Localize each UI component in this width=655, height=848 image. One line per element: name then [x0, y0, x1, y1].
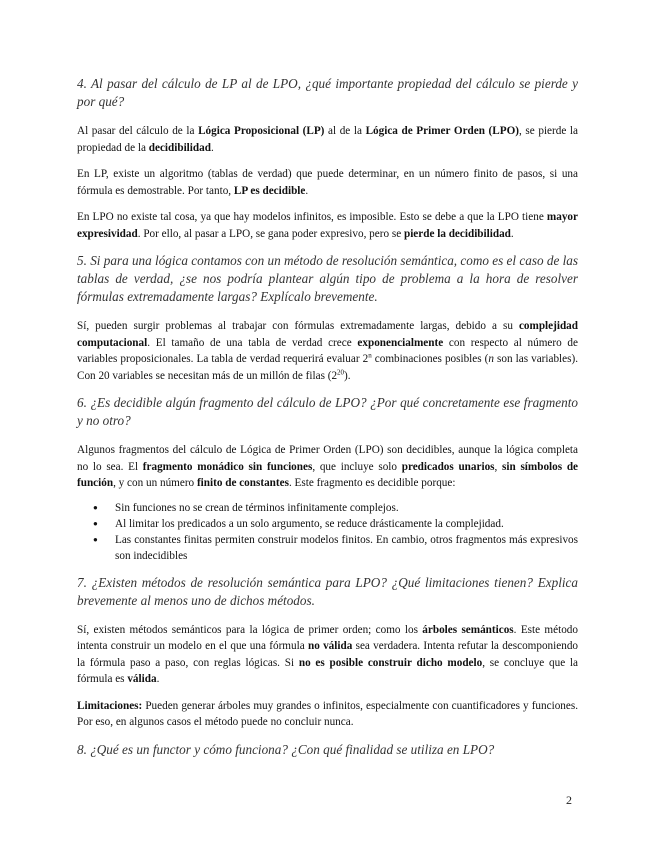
answer-7-paragraph-2: Limitaciones: Pueden generar árboles muy grandes o infinitos, especialmente con cuantificadores y funciones. Por eso, en algunos casos el método puede no concluir nunca. — [77, 699, 578, 728]
answer-4-paragraph-2: En LP, existe un algoritmo (tablas de verdad) que puede determinar, en un número finito de pasos, si una fórmula es demostrable. Por tanto, LP es decidible. — [77, 168, 578, 197]
answer-7-paragraph-1: Sí, existen métodos semánticos para la lógica de primer orden; como los árboles semánticos. Este método intenta construir un modelo en el que una fórmula no válida sea verdadera. Intenta refutar la descomponiendo la fórmula paso a paso, con reglas lógicas. Si no es posible construir dicho modelo, se concluye que la fórmula es válida. — [77, 623, 579, 685]
list-item: ● Al limitar los predicados a un solo argumento, se reduce drásticamente la complejidad. — [115, 516, 578, 532]
answer-4-paragraph-3: En LPO no existe tal cosa, ya que hay modelos infinitos, es imposible. Esto se debe a que la LPO tiene mayor expresividad. Por ello, al pasar a LPO, se gana poder expresivo, pero se pierde la decidibilidad. — [77, 211, 578, 240]
page-number: 2 — [566, 793, 572, 807]
answer-4-paragraph-1: Al pasar del cálculo de la Lógica Proposicional (LP) al de la Lógica de Primer Orden (LPO), se pierde la propiedad de la decidibilidad. — [77, 125, 578, 154]
answer-5-paragraph-1: Sí, pueden surgir problemas al trabajar con fórmulas extremadamente largas, debido a su complejidad computacional. El tamaño de una tabla de verdad crece exponencialmente con respecto al número de variables proposicionales. La tabla de verdad requerirá evaluar 2$^n$ combinaciones posibles (n son las variables). Con 20 variables se necesitan más de un millón de filas $(2^{20})$. — [77, 320, 579, 382]
page-content — [77, 75, 578, 771]
question-6: 6. ¿Es decidible algún fragmento del cálculo de LPO? ¿Por qué concretamente ese fragmento y no otro? — [77, 395, 578, 428]
question-4: 4. Al pasar del cálculo de LP al de LPO, ¿qué importante propiedad del cálculo se pierde y por qué? — [77, 76, 578, 109]
list-item: ● Sin funciones no se crean de términos infinitamente complejos. — [115, 500, 578, 516]
answer-6-paragraph-1: Algunos fragmentos del cálculo de Lógica de Primer Orden (LPO) son decidibles, aunque la lógica completa no lo sea. El fragmento monádico sin funciones, que incluye solo predicados unarios, sin símbolos de función, y con un número finito de constantes. Este fragmento es decidible porque: — [77, 444, 579, 489]
answer-6-bullet-list — [77, 500, 578, 564]
question-8: 8. ¿Qué es un functor y cómo funciona? ¿Con qué finalidad se utiliza en LPO? — [77, 741, 495, 757]
list-item: ● Las constantes finitas permiten construir modelos finitos. En cambio, otros fragmentos más expresivos son indecidibles — [115, 532, 578, 564]
question-7: 7. ¿Existen métodos de resolución semántica para LPO? ¿Qué limitaciones tienen? Explica brevemente al menos uno de dichos métodos. — [77, 574, 578, 608]
question-5: 5. Si para una lógica contamos con un método de resolución semántica, como es el caso de las tablas de verdad, ¿se nos podría plantear algún tipo de problema a la hora de resolver fórmulas extremadamente largas? Explícalo brevemente. — [77, 253, 578, 304]
